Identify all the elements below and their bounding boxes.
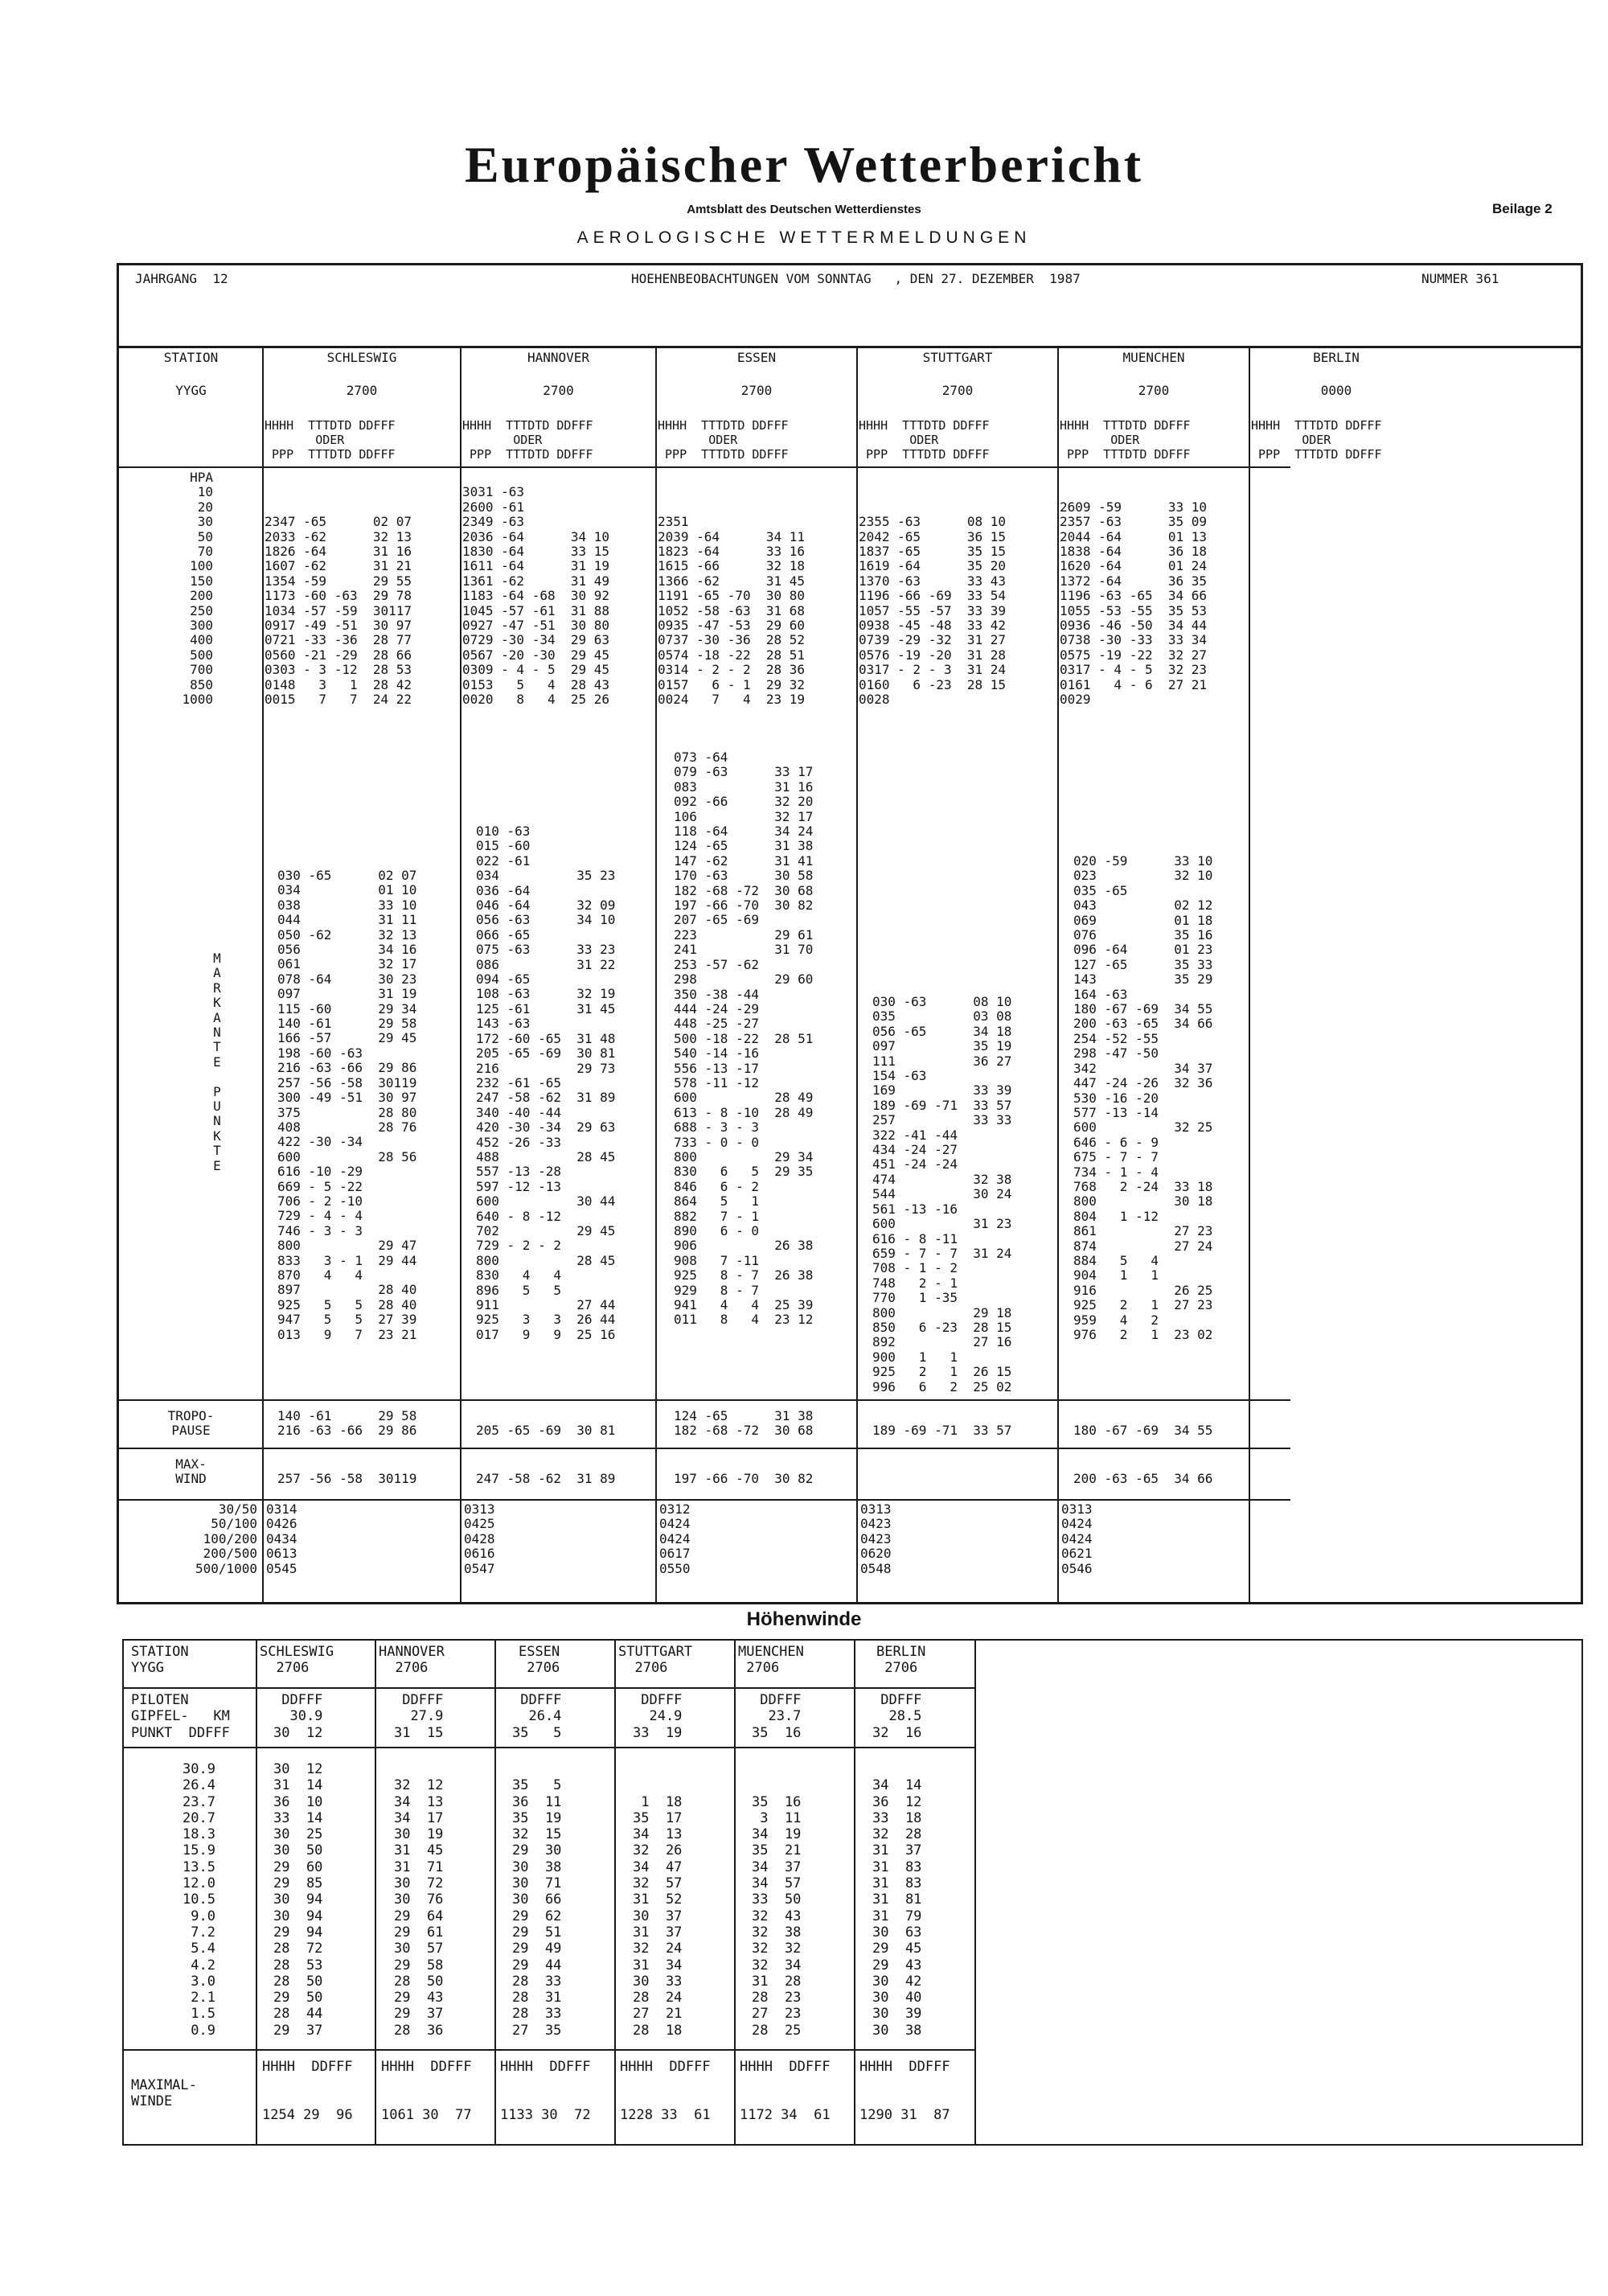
column-subheader: HHHH TTTDTD DDFFF ODER PPP TTTDTD DDFFF [658,418,789,462]
piloten-data: DDFFF 30.9 30 12 [273,1692,323,1741]
table-divider [856,346,858,1604]
wind-column: 1 18 35 17 34 13 32 26 34 47 32 57 31 52 30 37 31 37 32 24 31 34 30 33 28 24 27 21 28 18 [633,1793,683,2039]
tropopause-data: 140 -61 29 58 216 -63 -66 29 86 [277,1408,417,1439]
significant-points: 030 -65 02 07 034 01 10 038 33 10 044 31 11 050 -62 32 13 056 34 16 061 32 17 078 -64 30 23 097 31 19 115 -60 29 34 140 -61 29 58 166 -57 29 45 198 -60 -63 216 -63 -66 29 86 257 -56 -58 30119 300 -49 -51 30 97 375 28 80 408 28 76 422 -30 -34 600 28 56 616 -10 -29 669 - 5 -22 706 - 2 -10 729 - 4 - 4 746 - 3 - 3 800 29 47 833 3 - 1 29 44 870 4 4 897 28 40 925 5 5 28 40 947 5 5 27 39 013 9 7 23 21 [277,868,417,1342]
tropopause-data: 124 -65 31 38 182 -68 -72 30 68 [674,1408,814,1439]
station-time: 2700 [941,383,974,398]
station-time: 2700 [346,383,378,398]
wind-station: MUENCHEN 2706 [738,1644,804,1677]
observation-date: HOEHENBEOBACHTUNGEN VOM SONNTAG , DEN 27. DEZEMBER 1987 [631,271,1081,286]
wind-station: SCHLESWIG 2706 [260,1644,334,1677]
wind-station: STUTTGART 2706 [618,1644,693,1677]
piloten-label: PILOTEN GIPFEL- KM PUNKT DDFFF [131,1692,230,1741]
wind-column: 35 5 36 11 35 19 32 15 29 30 30 38 30 71 30 66 29 62 29 51 29 49 29 44 28 33 28 31 28 33 27 35 [512,1777,562,2039]
km-levels: 30.9 26.4 23.7 20.7 18.3 15.9 13.5 12.0 10.5 9.0 7.2 5.4 4.2 3.0 2.1 1.5 0.9 [183,1761,215,2039]
markante-punkte-label: M A R K A N T E P U N K T E [213,951,221,1173]
wind-station: ESSEN 2706 [519,1644,560,1677]
maxwind-data: 247 -58 -62 31 89 [476,1471,616,1487]
station-time: 2700 [740,383,773,398]
layer-data: 0313 0425 0428 0616 0547 [464,1501,495,1576]
station-data: 2351 2039 -64 34 11 1823 -64 33 16 1615 -66 32 18 1366 -62 31 45 1191 -65 -70 30 80 1052 -58 -63 31 68 0935 -47 -53 29 60 0737 -30 -36 28 52 0574 -18 -22 28 51 0314 - 2 - 2 28 36 0157 6 - 1 29 32 0024 7 4 23 19 [658,514,806,708]
significant-points: 030 -63 08 10 035 03 08 056 -65 34 18 097 35 19 111 36 27 154 -63 169 33 39 189 -69 -71 33 57 257 33 33 322 -41 -44 434 -24 -27 451 -24 -24 474 32 38 544 30 24 561 -13 -16 600 31 23 616 - 8 -11 659 - 7 - 7 31 24 708 - 1 - 2 748 2 - 1 770 1 -35 800 29 18 850 6 -23 28 15 892 27 16 900 1 1 925 2 1 26 15 996 6 2 25 02 [872,994,1012,1394]
station-name: SCHLESWIG [326,350,397,365]
piloten-data: DDFFF 26.4 35 5 [512,1692,562,1741]
wind-column: 34 14 36 12 33 18 32 28 31 37 31 83 31 83 31 81 31 79 30 63 29 45 29 43 30 42 30 40 30 39 30 38 [872,1777,922,2039]
max-wind-value: 1254 29 96 [262,2107,353,2123]
station-data: 2609 -59 33 10 2357 -63 35 09 2044 -64 01 13 1838 -64 36 18 1620 -64 01 24 1372 -64 36 35 1196 -63 -65 34 66 1055 -53 -55 35 53 0936 -46 -50 34 44 0738 -30 -33 33 34 0575 -19 -22 32 27 0317 - 4 - 5 32 23 0161 4 - 6 27 21 0029 [1060,499,1208,708]
max-wind-value: 1172 34 61 [740,2107,831,2123]
column-subheader: HHHH TTTDTD DDFFF ODER PPP TTTDTD DDFFF [265,418,396,462]
layer-rule [117,1499,1290,1501]
header-rule [117,466,1290,468]
wind-station: BERLIN 2706 [876,1644,926,1677]
wind-column: 35 16 3 11 34 19 35 21 34 37 34 57 33 50 32 43 32 38 32 32 32 34 31 28 28 23 27 23 28 25 [752,1793,802,2039]
maxwind-data: 197 -66 -70 30 82 [674,1471,814,1487]
wind-divider [256,1639,257,2146]
station-time: 2700 [1138,383,1170,398]
station-name: STUTTGART [922,350,993,365]
station-name: MUENCHEN [1122,350,1185,365]
max-wind-value: 1228 33 61 [620,2107,711,2123]
station-data: 3031 -63 2600 -61 2349 -63 2036 -64 34 10 1830 -64 33 15 1611 -64 31 19 1361 -62 31 49 1183 -64 -68 30 92 1045 -57 -61 31 88 0927 -47 -51 30 80 0729 -30 -34 29 63 0567 -20 -30 29 45 0309 - 4 - 5 29 45 0153 5 4 28 43 0020 8 4 25 26 [462,484,610,708]
column-subheader: HHHH TTTDTD DDFFF ODER PPP TTTDTD DDFFF [859,418,990,462]
piloten-data: DDFFF 28.5 32 16 [872,1692,922,1741]
issue-number: NUMMER 361 [1421,271,1499,286]
page-title: Europäischer Wetterbericht [464,136,1144,193]
max-head: HHHH DDFFF [381,2059,472,2075]
page-subtitle: Amtsblatt des Deutschen Wetterdienstes [687,203,921,216]
station-name: ESSEN [736,350,777,365]
station-name: BERLIN [1313,350,1360,365]
station-label: STATION [163,350,219,365]
hoehenwinde-title: Höhenwinde [746,1608,862,1630]
max-wind-value: 1290 31 87 [859,2107,950,2123]
tropopause-data: 189 -69 -71 33 57 [872,1423,1012,1439]
wind-rule [122,2049,974,2051]
maxwind-label: MAX- WIND [175,1456,207,1487]
max-wind-value: 1061 30 77 [381,2107,472,2123]
pressure-levels: HPA 10 20 30 50 70 100 150 200 250 300 400 500 700 850 1000 [182,470,213,708]
wind-station: HANNOVER 2706 [379,1644,445,1677]
wind-divider [494,1639,496,2146]
tropopause-label: TROPO- PAUSE [167,1408,215,1439]
section-title: AEROLOGISCHE WETTERMELDUNGEN [576,228,1032,247]
max-head: HHHH DDFFF [740,2059,831,2075]
layer-data: 0313 0424 0424 0621 0546 [1061,1501,1093,1576]
layer-data: 0314 0426 0434 0613 0545 [266,1501,297,1576]
max-head: HHHH DDFFF [859,2059,950,2075]
piloten-data: DDFFF 27.9 31 15 [394,1692,444,1741]
tropopause-data: 205 -65 -69 30 81 [476,1423,616,1439]
maxwind-data: 257 -56 -58 30119 [277,1471,417,1487]
beilage-label: Beilage 2 [1492,201,1553,216]
layer-labels: 30/50 50/100 100/200 200/500 500/1000 [195,1501,257,1576]
wind-rule [122,1687,974,1689]
column-subheader: HHHH TTTDTD DDFFF ODER PPP TTTDTD DDFFF [462,418,593,462]
table-divider [460,346,461,1604]
piloten-data: DDFFF 24.9 33 19 [633,1692,683,1741]
station-name: HANNOVER [527,350,590,365]
table-divider [1249,346,1250,1604]
significant-points: 010 -63 015 -60 022 -61 034 35 23 036 -64 046 -64 32 09 056 -63 34 10 066 -65 075 -63 33 23 086 31 22 094 -65 108 -63 32 19 125 -61 31 45 143 -63 172 -60 -65 31 48 205 -65 -69 30 81 216 29 73 232 -61 -65 247 -58 -62 31 89 340 -40 -44 420 -30 -34 29 63 452 -26 -33 488 28 45 557 -13 -28 597 -12 -13 600 30 44 640 - 8 -12 702 29 45 729 - 2 - 2 800 28 45 830 4 4 896 5 5 911 27 44 925 3 3 26 44 017 9 9 25 16 [476,824,616,1342]
jahrgang: JAHRGANG 12 [135,271,228,286]
piloten-data: DDFFF 23.7 35 16 [752,1692,802,1741]
wind-divider [375,1639,376,2146]
significant-points: 020 -59 33 10 023 32 10 035 -65 043 02 12 069 01 18 076 35 16 096 -64 01 23 127 -65 35 33 143 35 29 164 -63 180 -67 -69 34 55 200 -63 -65 34 66 254 -52 -55 298 -47 -50 342 34 37 447 -24 -26 32 36 530 -16 -20 577 -13 -14 600 32 25 646 - 6 - 9 675 - 7 - 7 734 - 1 - 4 768 2 -24 33 18 800 30 18 804 1 -12 861 27 23 874 27 24 884 5 4 904 1 1 916 26 25 925 2 1 27 23 959 4 2 976 2 1 23 02 [1073,853,1213,1342]
significant-points: 073 -64 079 -63 33 17 083 31 16 092 -66 32 20 106 32 17 118 -64 34 24 124 -65 31 38 147 -62 31 41 170 -63 30 58 182 -68 -72 30 68 197 -66 -70 30 82 207 -65 -69 223 29 61 241 31 70 253 -57 -62 298 29 60 350 -38 -44 444 -24 -29 448 -25 -27 500 -18 -22 28 51 540 -14 -16 556 -13 -17 578 -11 -12 600 28 49 613 - 8 -10 28 49 688 - 3 - 3 733 - 0 - 0 800 29 34 830 6 5 29 35 846 6 - 2 864 5 1 882 7 - 1 890 6 - 0 906 26 38 908 7 -11 925 8 - 7 26 38 929 8 - 7 941 4 4 25 39 011 8 4 23 12 [674,750,814,1328]
max-head: HHHH DDFFF [262,2059,353,2075]
yygg-label: YYGG [175,383,207,398]
max-head: HHHH DDFFF [500,2059,591,2075]
station-data: 2347 -65 02 07 2033 -62 32 13 1826 -64 31 16 1607 -62 31 21 1354 -59 29 55 1173 -60 -63 29 78 1034 -57 -59 30117 0917 -49 -51 30 97 0721 -33 -36 28 77 0560 -21 -29 28 66 0303 - 3 -12 28 53 0148 3 1 28 42 0015 7 7 24 22 [265,514,412,708]
table-divider [1057,346,1059,1604]
layer-data: 0312 0424 0424 0617 0550 [659,1501,691,1576]
max-head: HHHH DDFFF [620,2059,711,2075]
column-subheader: HHHH TTTDTD DDFFF ODER PPP TTTDTD DDFFF [1251,418,1382,462]
station-time: 2700 [543,383,574,398]
wind-column: 30 12 31 14 36 10 33 14 30 25 30 50 29 60 29 85 30 94 30 94 29 94 28 72 28 53 28 50 29 50 28 44 29 37 [273,1761,323,2039]
tropopause-rule [117,1399,1290,1401]
wind-station-label: STATION YYGG [131,1644,189,1677]
table-divider [655,346,657,1604]
wind-divider [854,1639,855,2146]
info-rule [117,346,1583,348]
wind-divider [614,1639,616,2146]
wind-column: 32 12 34 13 34 17 30 19 31 45 31 71 30 72 30 76 29 64 29 61 30 57 29 58 28 50 29 43 29 37 28 36 [394,1777,444,2039]
station-time: 0000 [1320,383,1352,398]
station-data: 2355 -63 08 10 2042 -65 36 15 1837 -65 35 15 1619 -64 35 20 1370 -63 33 43 1196 -66 -69 33 54 1057 -55 -57 33 39 0938 -45 -48 33 42 0739 -29 -32 31 27 0576 -19 -20 31 28 0317 - 2 - 3 31 24 0160 6 -23 28 15 0028 [859,514,1007,708]
maxwind-rule [117,1448,1290,1449]
layer-data: 0313 0423 0423 0620 0548 [860,1501,892,1576]
column-subheader: HHHH TTTDTD DDFFF ODER PPP TTTDTD DDFFF [1060,418,1191,462]
wind-rule [122,1747,974,1748]
wind-divider [974,1639,976,2146]
max-wind-value: 1133 30 72 [500,2107,591,2123]
tropopause-data: 180 -67 -69 34 55 [1073,1423,1213,1439]
wind-divider [734,1639,736,2146]
table-divider [262,346,264,1604]
maxwind-data: 200 -63 -65 34 66 [1073,1471,1213,1487]
maximal-winde-label: MAXIMAL- WINDE [131,2077,197,2110]
